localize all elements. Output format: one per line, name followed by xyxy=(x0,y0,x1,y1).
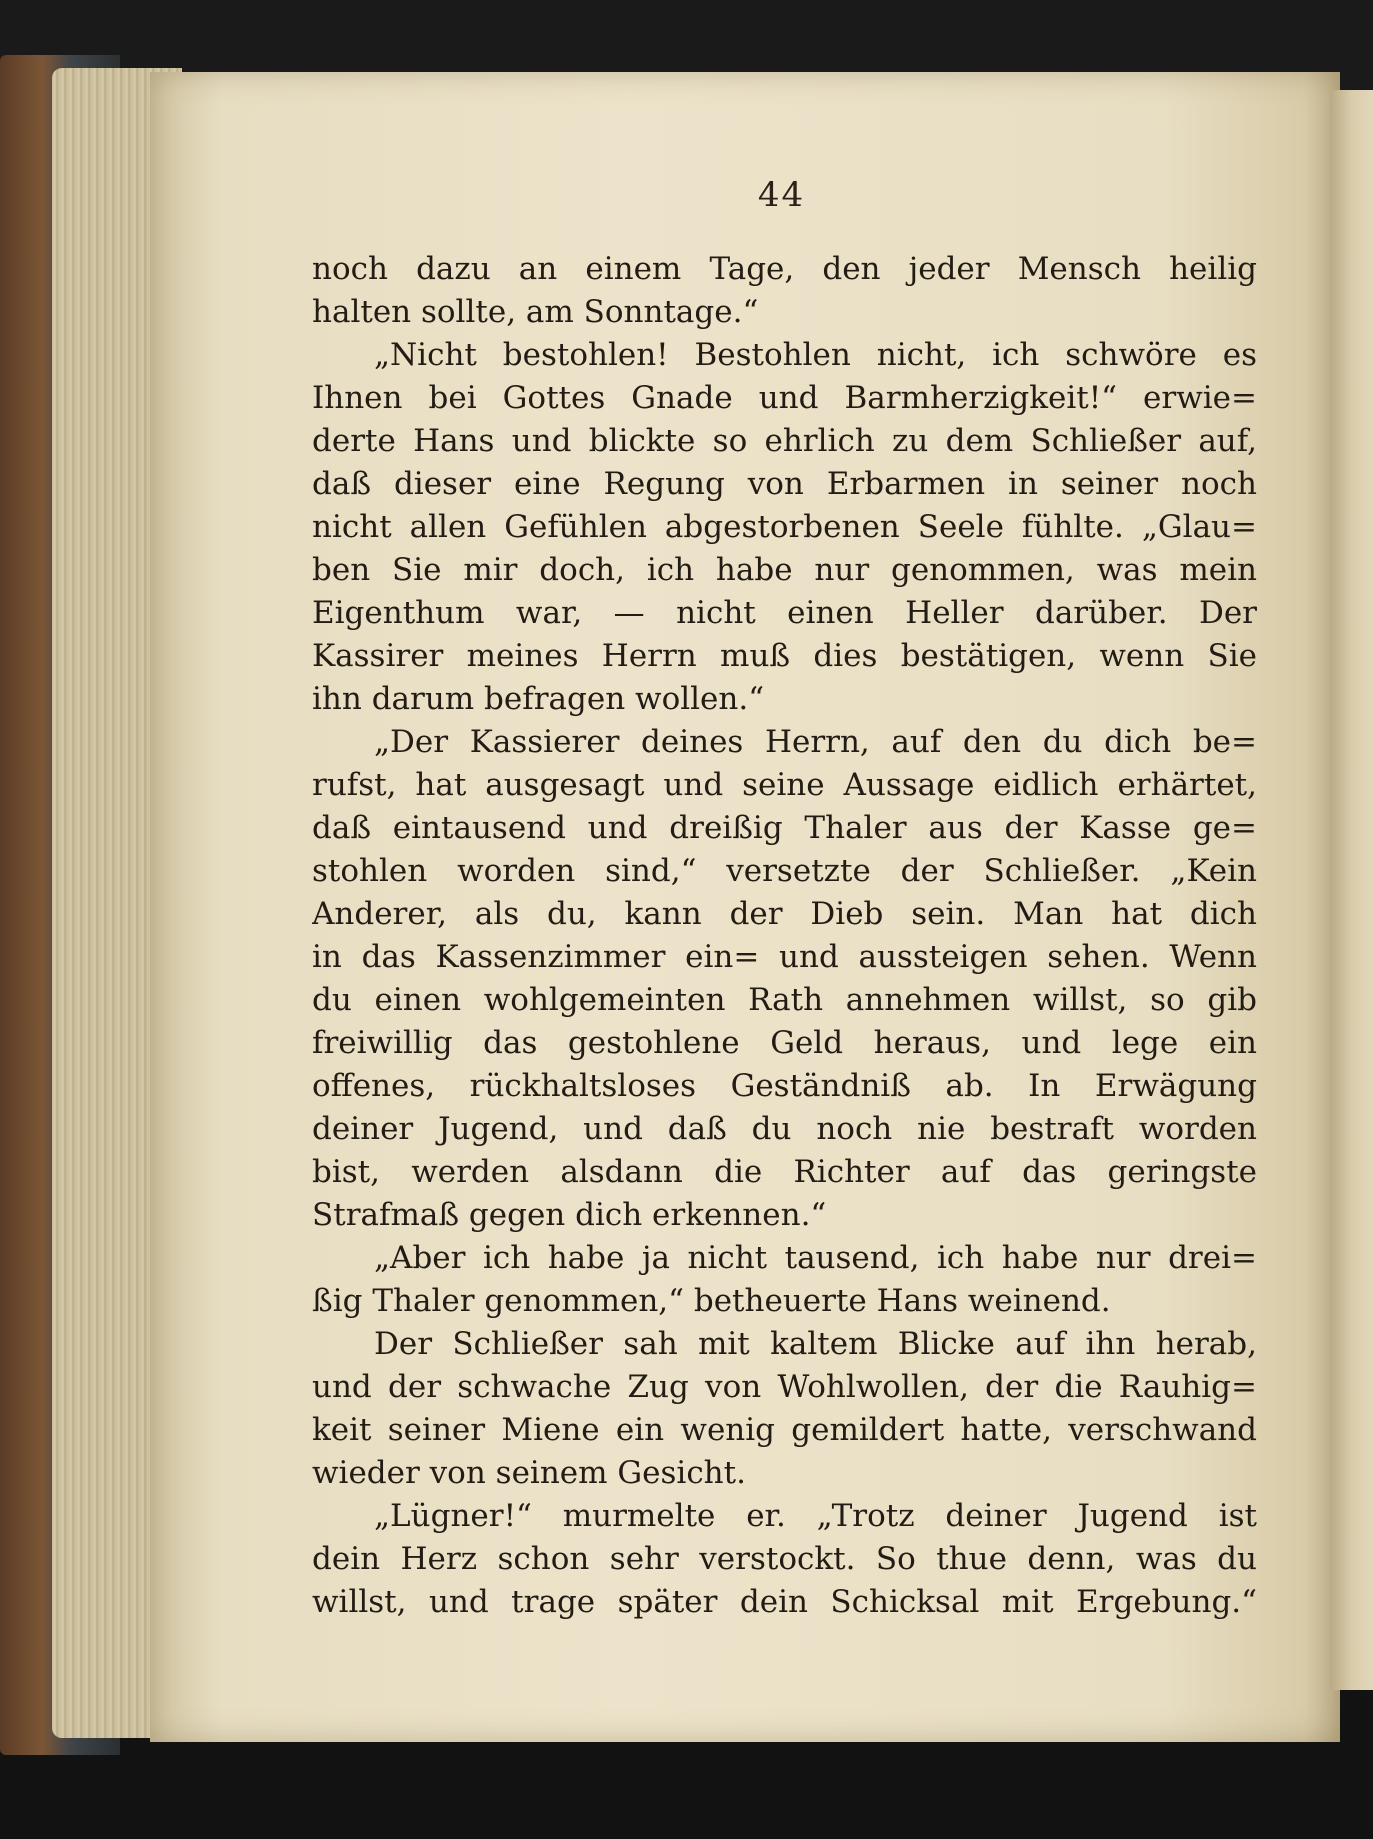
page-text xyxy=(312,248,1257,1624)
text-line: „Der Kassierer deines Herrn, auf den du dich be= xyxy=(374,724,1257,760)
text-line: freiwillig das gestohlene Geld heraus, und lege ein xyxy=(312,1025,1257,1061)
text-line: stohlen worden sind,“ versetzte der Schließer. „Kein xyxy=(312,853,1257,889)
text-line: deiner Jugend, und daß du noch nie bestraft worden xyxy=(312,1111,1257,1147)
text-line: Der Schließer sah mit kaltem Blicke auf ihn herab, xyxy=(374,1326,1257,1362)
text-line: ihn darum befragen wollen.“ xyxy=(312,681,765,717)
text-line: ben Sie mir doch, ich habe nur genommen, was mein xyxy=(312,552,1257,588)
text-line: willst, und trage später dein Schicksal mit Ergebung.“ xyxy=(312,1584,1257,1620)
text-line: daß eintausend und dreißig Thaler aus der Kasse ge= xyxy=(312,810,1257,846)
text-line: rufst, hat ausgesagt und seine Aussage eidlich erhärtet, xyxy=(312,767,1257,803)
text-line: Strafmaß gegen dich erkennen.“ xyxy=(312,1197,827,1233)
text-line: „Nicht bestohlen! Bestohlen nicht, ich schwöre es xyxy=(374,337,1257,373)
text-line: in das Kassenzimmer ein= und aussteigen sehen. Wenn xyxy=(312,939,1257,975)
text-line: keit seiner Miene ein wenig gemildert hatte, verschwand xyxy=(312,1412,1257,1448)
text-line: wieder von seinem Gesicht. xyxy=(312,1455,746,1491)
text-line: du einen wohlgemeinten Rath annehmen willst, so gib xyxy=(312,982,1257,1018)
text-line: und der schwache Zug von Wohlwollen, der die Rauhig= xyxy=(312,1369,1257,1405)
text-line: derte Hans und blickte so ehrlich zu dem Schließer auf, xyxy=(312,423,1257,459)
text-line: Kassirer meines Herrn muß dies bestätigen, wenn Sie xyxy=(312,638,1257,674)
text-line: ßig Thaler genommen,“ betheuerte Hans weinend. xyxy=(312,1283,1111,1319)
text-line: „Lügner!“ murmelte er. „Trotz deiner Jugend ist xyxy=(374,1498,1257,1534)
text-line: Ihnen bei Gottes Gnade und Barmherzigkeit!“ erwie= xyxy=(312,380,1257,416)
text-line: Eigenthum war, — nicht einen Heller darüber. Der xyxy=(312,595,1257,631)
text-line: „Aber ich habe ja nicht tausend, ich habe nur drei= xyxy=(374,1240,1257,1276)
text-line: Anderer, als du, kann der Dieb sein. Man hat dich xyxy=(312,896,1257,932)
text-line: daß dieser eine Regung von Erbarmen in seiner noch xyxy=(312,466,1257,502)
text-line: noch dazu an einem Tage, den jeder Mensch heilig xyxy=(312,251,1257,287)
page-number: 44 xyxy=(757,175,806,215)
text-line: halten sollte, am Sonntage.“ xyxy=(312,294,759,330)
text-line: nicht allen Gefühlen abgestorbenen Seele fühlte. „Glau= xyxy=(312,509,1257,545)
text-line: bist, werden alsdann die Richter auf das geringste xyxy=(312,1154,1257,1190)
text-line: dein Herz schon sehr verstockt. So thue denn, was du xyxy=(312,1541,1257,1577)
facing-page-edge xyxy=(1330,90,1373,1690)
text-line: offenes, rückhaltsloses Geständniß ab. In Erwägung xyxy=(312,1068,1257,1104)
